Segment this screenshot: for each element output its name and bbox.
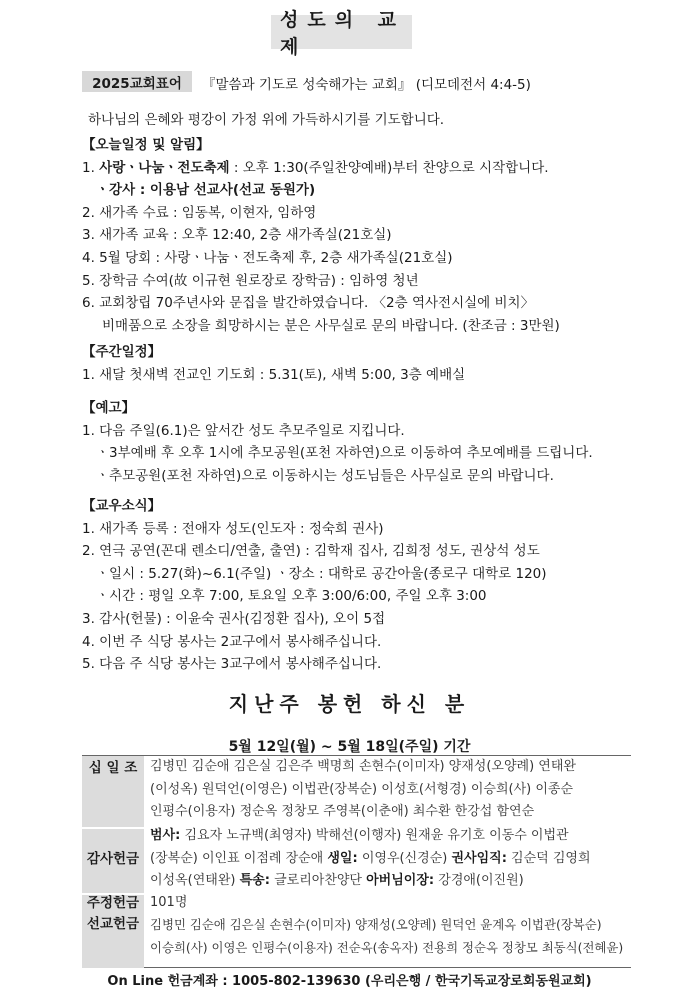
- list-item: 2. 연극 공연(꼰대 렌소디/연출, 출연) : 김학재 집사, 김희정 성도, 권상석 성도: [82, 543, 540, 560]
- row-label-thanks: 감사헌금: [86, 851, 140, 867]
- list-item: ㆍ추모공원(포천 자하연)으로 이동하시는 성도님들은 사무실로 문의 바랍니다.: [96, 467, 554, 484]
- online-account: On Line 헌금계좌 : 1005-802-139630 (우리은행 / 한국기독교장로회동원교회): [107, 974, 592, 989]
- list-item: 5. 장학금 수여(故 이규현 원로장로 장학금) : 임하영 청년: [82, 272, 419, 289]
- list-item: 6. 교회창립 70주년사와 문집을 발간하였습니다. 〈2층 역사전시실에 비치〉: [82, 295, 535, 312]
- list-item: 1. 새달 첫새벽 전교인 기도회 : 5.31(토), 새벽 5:00, 3층 예배실: [82, 366, 466, 383]
- list-item: ㆍ3부예배 후 오후 1시에 추모공원(포천 자하연)으로 이동하여 추모예배를 드립니다.: [96, 445, 593, 462]
- weekly-section: [82, 341, 465, 386]
- list-item: ㆍ일시 : 5.27(화)~6.1(주일) ㆍ장소 : 대학로 공간아울(종로구 대학로 120): [96, 565, 547, 582]
- section-heading: 【교우소식】: [82, 498, 162, 514]
- motto-label: 2025교회표어: [82, 71, 192, 92]
- list-item: 4. 이번 주 식당 봉사는 2교구에서 봉사해주십니다.: [82, 633, 382, 650]
- section-heading: 【오늘일정 및 알림】: [82, 137, 210, 153]
- motto-text: 『말씀과 기도로 성숙해가는 교회』 (디모데전서 4:4-5): [202, 77, 531, 93]
- list-item: 1. 다음 주일(6.1)은 앞서간 성도 추모주일로 지킵니다.: [82, 422, 405, 439]
- row-label-mission: 선교헌금: [86, 916, 140, 932]
- list-item: 3. 새가족 교육 : 오후 12:40, 2층 새가족실(21호실): [82, 227, 392, 244]
- section-heading: 【예고】: [82, 400, 136, 416]
- thanks-names: 범사: 김요자 노규백(최영자) 박해선(이행자) 원재윤 유기호 이동수 이법관 (장복순) 이인표 이점례 장순애 생일: 이영우(신경순) 권사임직: 김순덕 김영희 이성옥(연태완) 특송: 글로리아찬양단 아버님이장: 강경애(이진원): [150, 828, 591, 889]
- list-item: 1. 새가족 등록 : 전애자 성도(인도자 : 정숙희 권사): [82, 520, 384, 537]
- greeting: 하나님의 은혜와 평강이 가정 위에 가득하시기를 기도합니다.: [88, 112, 445, 128]
- list-item: ㆍ시간 : 평일 오후 7:00, 토요일 오후 3:00/6:00, 주일 오후 3:00: [96, 588, 487, 605]
- section-heading: 【주간일정】: [82, 344, 162, 360]
- list-item: 1. 사랑ㆍ나눔ㆍ전도축제 : 오후 1:30(주일찬양예배)부터 찬양으로 시작합니다.: [82, 159, 549, 176]
- tithe-names: 김병민 김순애 김은실 김은주 백명희 손현수(이미자) 양재성(오양례) 연태완 (이성옥) 원덕언(이영은) 이법관(장복순) 이성호(서형경) 이승희(사) 이종순 인평수(이용자) 정순옥 정창모 주영복(이춘애) 최수환 한강섭 함연순: [150, 759, 576, 820]
- row-label-tithe: 십 일 조: [88, 760, 138, 776]
- notice-section: [82, 397, 593, 487]
- building-count: 101명: [150, 895, 188, 910]
- row-label-building: 주정헌금: [86, 895, 140, 911]
- today-section: [82, 134, 560, 337]
- offering-title: 지난주 봉헌 하신 분: [228, 692, 471, 716]
- list-item: 3. 감사(헌물) : 이윤숙 권사(김정환 집사), 오이 5접: [82, 610, 386, 627]
- news-section: [82, 495, 547, 676]
- offering-period: 5월 12일(월) ~ 5월 18일(주일) 기간: [228, 739, 471, 755]
- list-item: 비매품으로 소장을 희망하시는 분은 사무실로 문의 바랍니다. (찬조금 : 3만원): [102, 317, 560, 334]
- mission-names: 김병민 김순애 김은실 손현수(이미자) 양재성(오양례) 원덕언 윤계옥 이법관(장복순) 이승희(사) 이영은 인평수(이용자) 전순옥(송옥자) 전용희 정순옥 정창모 최동식(전혜윤): [150, 917, 624, 955]
- list-item: 4. 5월 당회 : 사랑ㆍ나눔ㆍ전도축제 후, 2층 새가족실(21호실): [82, 249, 453, 266]
- offering-table: [82, 755, 631, 968]
- list-item: ㆍ강사 : 이용남 선교사(선교 동원가): [96, 182, 316, 199]
- list-item: 5. 다음 주 식당 봉사는 3교구에서 봉사해주십니다.: [82, 656, 382, 673]
- page-title: 성도의 교제: [271, 15, 412, 49]
- list-item: 2. 새가족 수료 : 임동복, 이현자, 임하영: [82, 204, 317, 221]
